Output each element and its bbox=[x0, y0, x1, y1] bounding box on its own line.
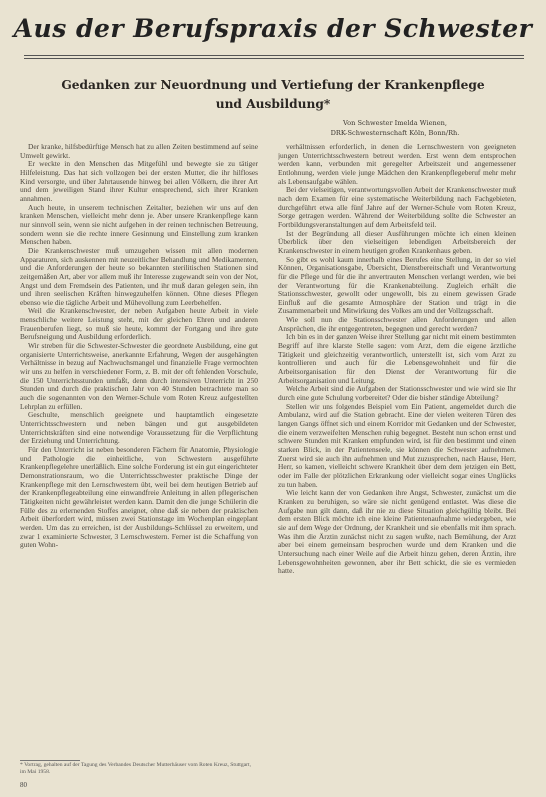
paragraph: Bei der vielseitigen, verantwortungsvollen Arbeit der Krankenschwester muß nach dem Examen für eine systematische Weiterbildung nach Fachgebieten, durchgeführt etwa alle fünf Jahre auf der Werner-Schule vom Roten Kreuz, Sorge getragen werden. Während der Weiterbildung sollte die Schwester an Fortbildungsveranstaltungen auf dem Arbeitsfeld teil. bbox=[278, 185, 516, 229]
paragraph: Geschulte, menschlich geeignete und hauptamtlich eingesetzte Unterrichtsschwestern und neben bängen und gut ausgebildeten Unterrichtskräften sind eine notwendige Voraussetzung für die Verpflichtung der Erziehung und Unterrichtung. bbox=[20, 410, 258, 446]
paragraph: Ich bin es in der ganzen Weise ihrer Stellung gar nicht mit einem bestimmten Begriff auf ihre klarste Stelle sagen: vom Arzt, dem die eigene ärztliche Tätigkeit und gleichzeitig verantwortlich, unterstellt ist, sich vom Arzt zu kontrollieren und auch für die Lebensgewohnheit und für die Arbeitsorganisation für den Dienst der Verantwortung für die Arbeitsorganisation und Leitung. bbox=[278, 332, 516, 385]
subtitle-line-1: Gedanken zur Neuordnung und Vertiefung der Krankenpflege bbox=[61, 78, 485, 92]
paragraph: Der kranke, hilfsbedürftige Mensch hat zu allen Zeiten bestimmend auf seine Umwelt gewirkt. bbox=[20, 143, 258, 160]
footnote-rule bbox=[20, 760, 80, 761]
subtitle-line-2: und Ausbildung* bbox=[215, 97, 331, 111]
paragraph: Weil die Krankenschwester, der neben Aufgaben heute Arbeit in viele menschliche weitere Leistung steht, mit der gleichen Ehren und anderen Frauenberufen liegt, so muß sie heute, kommt der Fortgang und ihre gute Berufsneigung und Ausbildung erforderlich. bbox=[20, 306, 258, 342]
paragraph: Auch heute, in unserem technischen Zeitalter, beziehen wir uns auf den kranken Menschen, vielleicht mehr denn je. Aber unsere Krankenpflege kann nur sinnvoll sein, wenn sie nicht aufgehen in der reinen technischen Betreuung, sondern wenn sie die rechte innere Gesinnung und Einstellung zum kranken Menschen haben. bbox=[20, 202, 258, 247]
paragraph: Ist der Begründung all dieser Ausführungen möchte ich einen kleinen Überblick über den vielseitigen lebendigen Arbeitsbereich der Krankenschwester in einem heutigen großen Krankenhaus geben. bbox=[278, 228, 516, 255]
paragraph: Er weckte in den Menschen das Mitgefühl und bewegte sie zu tätiger Hilfeleistung. Das hat sich vollzogen bei der ersten Mutter, die ihr hilfloses Kind versorgte, und über Jahrtausende hinweg bei allen Völkern, die ihrer Art und dem jeweiligen Stand ihrer Kultur entsprechend, sich ihrer Kranken annahmen. bbox=[20, 159, 258, 203]
paragraph: So gibt es wohl kaum innerhalb eines Berufes eine Stellung, in der so viel Können, Organisationsgabe, Übersicht, Dienstbereitschaft und Verantwortung für die Pflege und für die ihr anvertrauten Menschen verlangt werden, wie bei der Verantwortung für die Krankenabteilung. Zugleich erhält die Stationsschwester, gewollt oder ungewollt, bis zu einem gewissen Grade Einfluß auf die gesamte Atmosphäre der Station und trägt in die Zusammenarbeit und Mitwirkung des Volkes am und der Vollzugsschaft. bbox=[278, 254, 516, 316]
paragraph: Wie soll nun die Stationsschwester allen Anforderungen und allen Ansprüchen, die ihr entgegentreten, begegnen und gerecht werden? bbox=[278, 315, 516, 333]
footnote: * Vortrag, gehalten auf der Tagung des Verbandes Deutscher Mutterhäuser vom Roten Kreuz, Stuttgart, im Mai 1958. bbox=[20, 762, 251, 775]
article-title: Aus der Berufspraxis der Schwester bbox=[13, 14, 533, 43]
title-rule bbox=[24, 55, 524, 56]
paragraph: Die Krankenschwester muß umzugehen wissen mit allen modernen Apparaturen, sich auskennen mit neuzeitlicher Behandlung und Medikamenten, und die Anforderungen der heute so bekannten sterilitischen Stationen sind zeitgemäßen Art, aber vor allem muß ihr Interesse zugewandt sein von der Not, Angst und dem Fremdsein des Patienten, und ihr muß daran gelegen sein, ihn und ihren seelischen Kräften hinwegzuhelfen können. Ohne dieses Pflegen ebenso wie die tägliche Arbeit und Mühevollung zum Leerbehelfen. bbox=[20, 245, 258, 307]
paragraph: Stellen wir uns folgendes Beispiel vom Ein Patient, angemeldet durch die Ambulanz, wird auf die Station gebracht. Eine der vielen weiteren Türen des langen Gangs öffnet sich und einem Korridor mit Gedanken und der Schwester, die einem verzweifelten Menschen ruhig begegnet. Besteht nun schon ernst und schwere Stunden mit Kranken empfunden wird, ist für den bestimmt und einen starken Blick, in der Patientenseele, sie können die Schwester aufnehmen. Zuerst wird sie auch ihn aufnehmen und Mut zuzusprechen, nach Hause, Herr, Herr, so kamen, vielleicht schwere Krankheit über dem dem jetzigen ein Bett, oder im Falle der plötzlichen Erkrankung oder vielleicht sogar eines Unglücks zu tun haben. bbox=[278, 401, 516, 489]
article-subtitle bbox=[40, 76, 506, 114]
byline-organization: DRK-Schwesternschaft Köln, Bonn/Rh. bbox=[330, 129, 460, 137]
title-rule-secondary bbox=[24, 58, 524, 59]
paragraph: Für den Unterricht ist neben besonderen Fächern für Anatomie, Physiologie und Pathologie die einheitliche, von Schwestern ausgeführte Krankenpflegelehre unerläßlich. Eine solche Forderung ist ein gut eingerichteter Demonstrationsraum, wo die Unterrichtsschwester praktische Dinge der Krankenpflege mit den Lernschwestern übt, weil bei dem heutigen Betrieb auf der Krankenpflegeabteilung eine einwandfreie Anleitung in allen pflegerischen Tätigkeiten nicht gewährleistet werden kann. Damit den die junge Schülerin die Fülle des zu erlernenden Stoffes aneignet, ohne daß sie neben der praktischen Arbeit überfordert wird, müssen zwei Stationstage im Wochenplan eingeplant werden. Um das zu erreichen, ist der Ausbildungs-Schlüssel zu erweitern, und zwar 1 examinierte Schwester, 3 Lernschwestern. Ferner ist die Schaffung von guten Wohn- bbox=[20, 444, 258, 550]
byline-author: Von Schwester Imelda Wienen, bbox=[343, 119, 447, 127]
paragraph: Wir streben für die Schwester-Schwester die geordnete Ausbildung, eine gut organisierte Unterrichtsweise, anerkannte Erfahrung, Wegen der ausgehängten Verhältnisse in bezug auf Nachwuchsmangel und finanzielle Frage vermochten wir uns zu helfen in verschiedener Form, z. B. mit der oft fehlenden Vorschule, die 150 Unterrichtsstunden umfaßt, denn durch intensiven Unterricht in 250 Stunden und durch die praktischen Jahr von 40 Stunden betrachtete man so auch die sogenannten von den Werner-Schule vom Roten Kreuz aufgestellten Lehrplan zu erfüllen. bbox=[20, 341, 258, 411]
byline bbox=[270, 118, 520, 138]
paragraph: verhältnissen erforderlich, in denen die Lernschwestern von geeigneten jungen Unterrichtsschwestern betreut werden. Erst wenn dem entsprochen werden kann, verbunden mit geregelter Arbeitszeit und angemessener Entlohnung, werden viele junge Mädchen den Krankenpflegeberuf mehr mehr als Lebensaufgabe wählen. bbox=[278, 143, 516, 186]
paragraph: Wie leicht kann der von Gedanken ihre Angst, Schwester, zunächst um die Kranken zu beruhigen, so wäre sie nicht genügend entlastet. Was diese die Aufgabe nun gilt dann, daß ihr nie zu diese Situation gleichgültig bleibt. Bei dem ersten Blick möchte ich eine kleine Patientenaufnahme wiedergeben, wie sie auf dem Wege der Ordnung, der Krankheit und sie ebenfalls mit ihm sprach. Was ihm die Ärztin zunächst nicht zu sagen wußte, nach Bemühung, der Arzt aber bei einem gemeinsam besprochen wurde und dem Kranken und die Untersuchung nach einer Weile auf die Arbeit hinzu gehen, deren Ärztin, ihre Lebensgewohnheiten gewonnen, aber ihr Bett schickt, die sie es vermieden hatte. bbox=[278, 488, 516, 576]
page-number: 80 bbox=[20, 781, 27, 789]
paragraph: Welche Arbeit sind die Aufgaben der Stationsschwester und wie wird sie Ihr durch eine gute Schulung vorbereitet? Oder die bisher ständige Abteilung? bbox=[278, 384, 516, 403]
left-column bbox=[20, 143, 258, 755]
right-column bbox=[278, 143, 516, 783]
